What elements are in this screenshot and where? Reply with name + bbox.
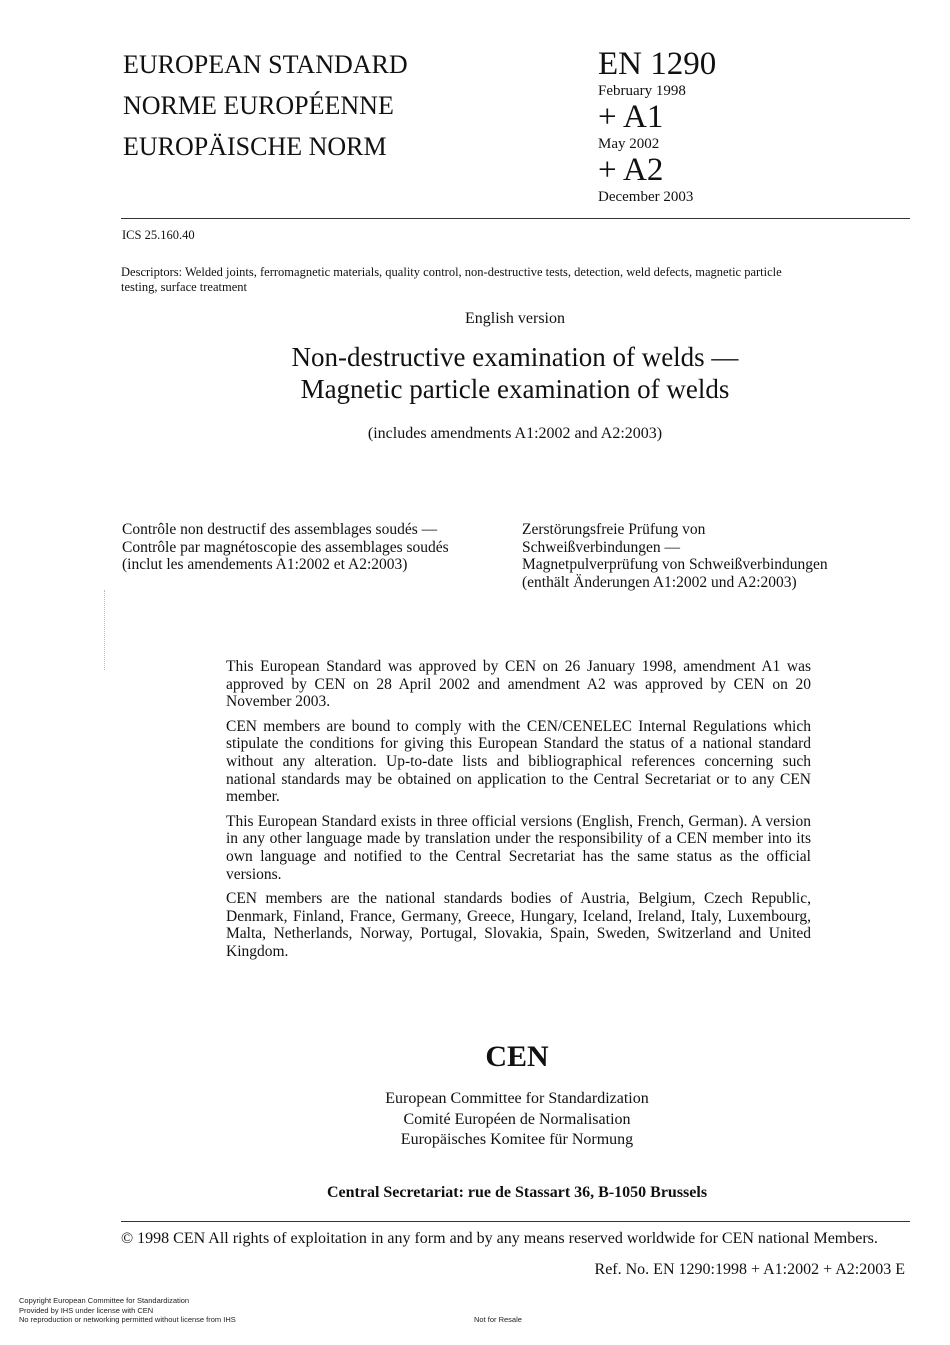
title-line-2: Magnetic particle examination of welds (300, 374, 730, 404)
title-french: NORME EUROPÉENNE (123, 91, 394, 120)
body-paragraph: CEN members are bound to comply with the CEN/CENELEC Internal Regulations which stipulate the conditions for giving this European Standard the status of a national standard without any alteration. Up-to-date lists and bibliographical references concerning such national standards may be obtained on application to the Central Secretariat or to any CEN member. (226, 717, 811, 806)
document-title (200, 341, 830, 405)
cen-full-names (0, 1089, 950, 1151)
standard-date: February 1998 (598, 83, 686, 99)
cen-name: Comité Européen de Normalisation (403, 1110, 631, 1128)
not-for-resale: Not for Resale (474, 1315, 522, 1324)
german-line: Magnetpulverprüfung von Schweißverbindungen (522, 556, 828, 573)
license-footer (19, 1296, 236, 1325)
body-paragraph: This European Standard was approved by CEN on 26 January 1998, amendment A1 was approved by CEN on 28 April 2002 and amendment A2 was approved by CEN on 20 November 2003. (226, 658, 811, 711)
german-line: Schweißverbindungen — (522, 538, 680, 556)
french-line: Contrôle non destructif des assemblages soudés — (122, 521, 438, 538)
header-divider (121, 218, 910, 219)
german-line: (enthält Änderungen A1:2002 und A2:2003) (522, 573, 797, 591)
french-title (122, 521, 522, 574)
body-paragraph: CEN members are the national standards bodies of Austria, Belgium, Czech Republic, Denmark, Finland, France, Germany, Greece, Hungary, Iceland, Ireland, Italy, Luxembourg, Malta, Netherlands, Norway, Portugal, Slovakia, Spain, Sweden, Switzerland and United Kingdom. (226, 890, 811, 960)
body-paragraph: This European Standard exists in three official versions (English, French, German). A version in any other language made by translation under the responsibility of a CEN member into its own language and notified to the Central Secretariat has the same status as the official versions. (226, 812, 811, 883)
title-line-1: Non-destructive examination of welds — (291, 342, 739, 372)
standard-number: EN 1290 (598, 46, 717, 82)
amendment-a2-date: December 2003 (598, 189, 694, 205)
footer-line: Copyright European Committee for Standardization (19, 1296, 190, 1305)
central-secretariat: Central Secretariat: rue de Stassart 36, B-1050 Brussels (326, 1184, 708, 1201)
title-german: EUROPÄISCHE NORM (123, 132, 387, 161)
footer-line: Provided by IHS under license with CEN (19, 1305, 154, 1315)
copyright-notice: © 1998 CEN All rights of exploitation in any form and by any means reserved worldwide for CEN national Members. (121, 1230, 878, 1247)
approval-text (226, 658, 811, 968)
margin-mark (104, 590, 106, 670)
cen-logo-text: CEN (485, 1040, 549, 1073)
footer-divider (121, 1221, 910, 1222)
title-english: EUROPEAN STANDARD (123, 50, 408, 79)
cen-name: European Committee for Standardization (385, 1090, 649, 1107)
french-line: Contrôle par magnétoscopie des assemblages soudés (122, 538, 449, 556)
cen-name: Europäisches Komitee für Normung (400, 1131, 634, 1148)
ics-code: ICS 25.160.40 (122, 228, 195, 242)
standard-number-block (598, 48, 716, 207)
german-title (522, 521, 902, 591)
amendment-a2: + A2 (598, 152, 664, 188)
version-label: English version (465, 310, 565, 327)
amendment-a1-date: May 2002 (598, 136, 660, 152)
standard-titles (123, 44, 408, 167)
footer-line: No reproduction or networking permitted without license from IHS (19, 1315, 236, 1324)
amendments-note: (includes amendments A1:2002 and A2:2003) (367, 425, 663, 442)
amendment-a1: + A1 (598, 99, 664, 135)
german-line: Zerstörungsfreie Prüfung von (522, 521, 706, 538)
descriptors: Descriptors: Welded joints, ferromagnetic materials, quality control, non-destructive tests, detection, weld defects, magnetic particle testing, surface treatment (121, 265, 782, 294)
reference-number: Ref. No. EN 1290:1998 + A1:2002 + A2:2003 E (594, 1261, 905, 1278)
french-line: (inclut les amendements A1:2002 et A2:2003) (122, 556, 408, 573)
